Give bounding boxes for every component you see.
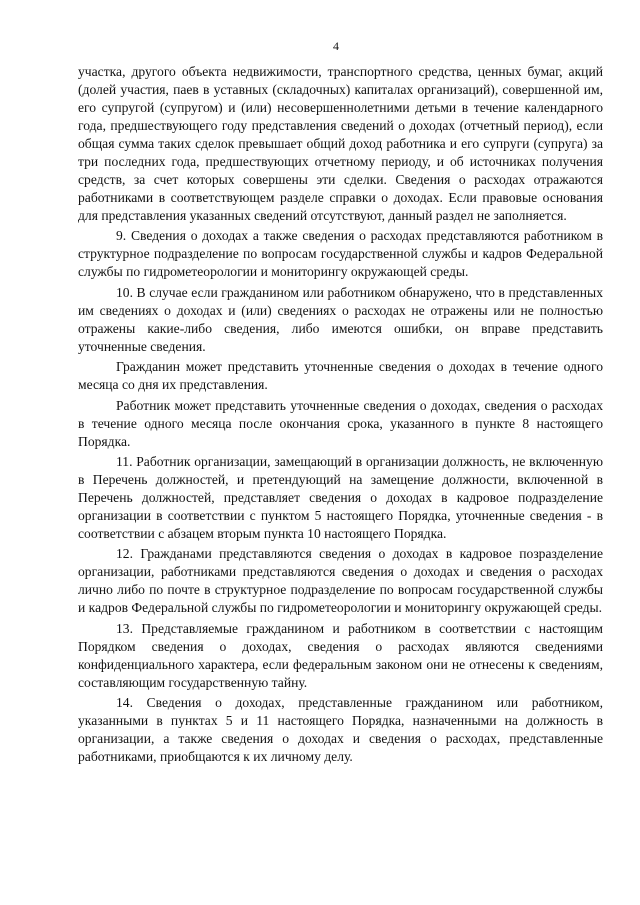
paragraph-citizen-update: Гражданин может представить уточненные сведения о доходах в течение одного месяца со дня их представления. (78, 359, 603, 393)
page-number: 4 (333, 39, 339, 53)
paragraph-item-9: 9. Сведения о доходах а также сведения о расходах представляются работником в структурное подразделение по вопросам государственной службы и кадров Федеральной службы по гидрометеорологии и мониторингу окружающей среды. (78, 228, 603, 280)
paragraph-item-12: 12. Гражданами представляются сведения о доходах в кадровое позразделение организации, работниками представляются сведения о доходах и сведения о расходах лично либо по почте в структурное подразделение по вопросам государственной службы и кадров Федеральной службы по гидрометеорологии и мониторингу окружающей среды. (78, 546, 603, 616)
paragraph-employee-update: Работник может представить уточненные сведения о доходах, сведения о расходах в течение одного месяца после окончания срока, указанного в пункте 8 настоящего Порядка. (78, 397, 603, 449)
paragraph-item-10: 10. В случае если гражданином или работником обнаружено, что в представленных им сведениях о доходах и (или) сведениях о расходах не отражены или не полностью отражены какие-либо сведения, либо имеются ошибки, он вправе представить уточненные сведения. (78, 284, 603, 354)
paragraph-continuation: участка, другого объекта недвижимости, транспортного средства, ценных бумаг, акций (долей участия, паев в уставных (складочных) капиталах организаций), совершенной им, его супругой (супругом) и (или) несовершеннолетними детьми в течение календарного года, предшествующего году представления сведений о доходах (отчетный период), если общая сумма таких сделок превышает общий доход работника и его супруги (супруга) за три последних года, предшествующих отчетному периоду, и об источниках получения средств, за счет которых совершены эти сделки. Сведения о расходах отражаются работниками в соответствующем разделе справки о доходах. Если правовые основания для представления указанных сведений отсутствуют, данный раздел не заполняется. (78, 64, 603, 223)
document-body (78, 63, 603, 769)
paragraph-item-11: 11. Работник организации, замещающий в организации должность, не включенную в Перечень должностей, и претендующий на замещение должности, включенной в Перечень должностей, представляет сведения о доходах в кадровое подразделение организации в соответствии с пунктом 5 настоящего Порядка, уточненные сведения - в соответствии с абзацем вторым пункта 10 настоящего Порядка. (78, 453, 603, 541)
paragraph-item-13: 13. Представляемые гражданином и работником в соответствии с настоящим Порядком сведения о доходах, сведения о расходах являются сведениями конфиденциального характера, если федеральным законом они не отнесены к сведениям, составляющим государственную тайну. (78, 620, 603, 690)
paragraph-item-14: 14. Сведения о доходах, представленные гражданином или работником, указанными в пунктах 5 и 11 настоящего Порядка, назначенными на должность в организации, а также сведения о доходах и сведения о расходах, представленные работниками, приобщаются к их личному делу. (78, 695, 603, 765)
